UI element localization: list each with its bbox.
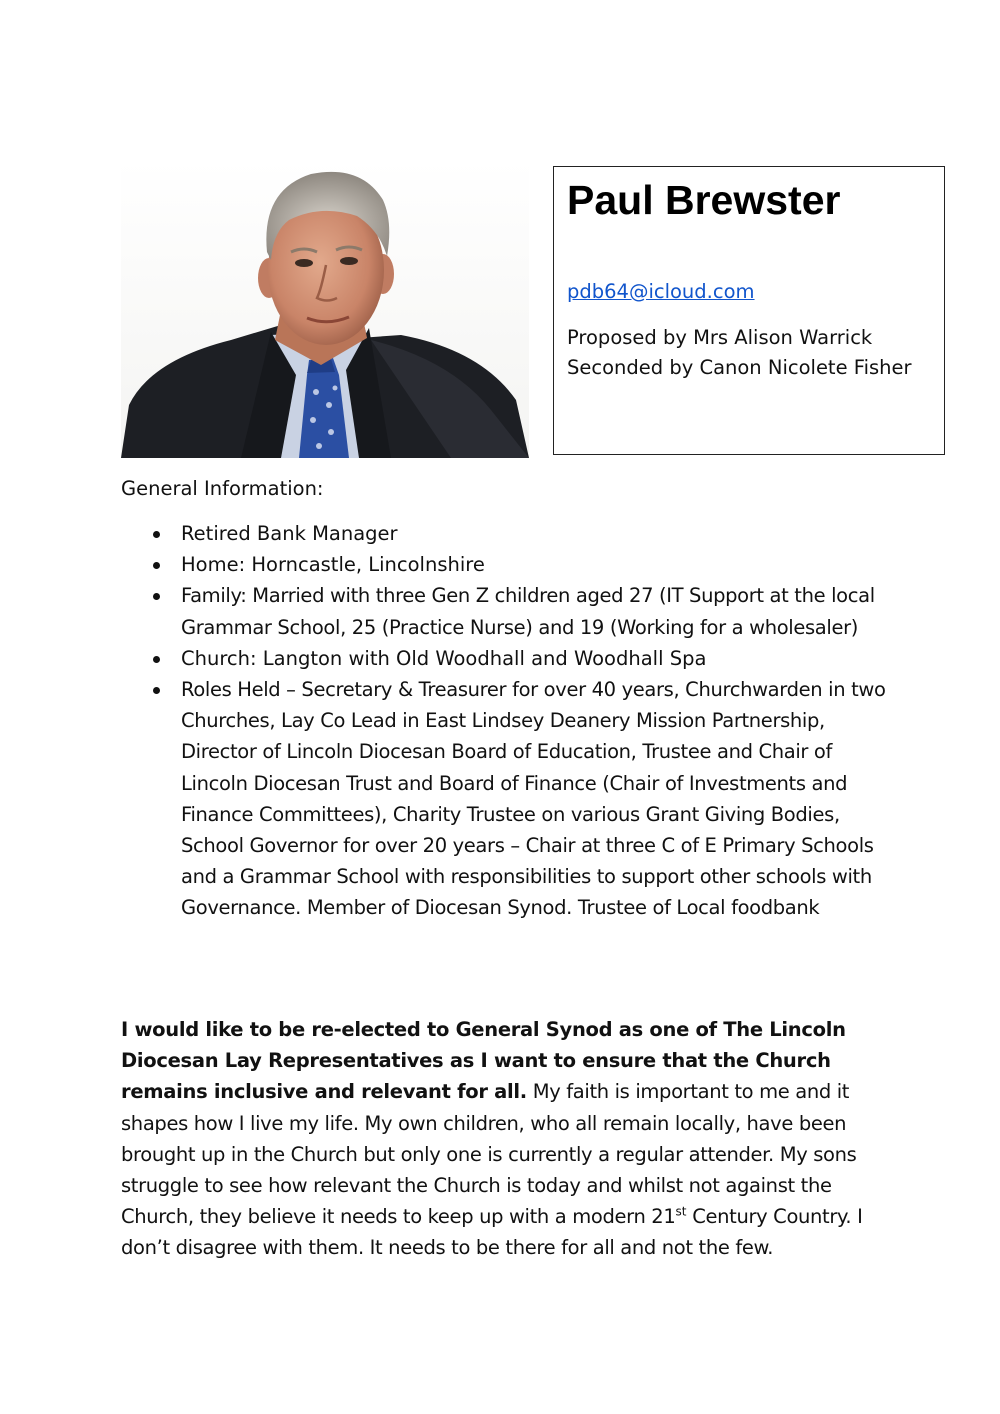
email-link[interactable]: pdb64@icloud.com xyxy=(567,280,755,303)
list-item: Roles Held – Secretary & Treasurer for over 40 years, Churchwarden in two Churches, Lay Co Lead in East Lindsey Deanery Mission Partnership, Director of Lincoln Diocesan Board of Education, Trustee and Chair of Lincoln Diocesan Trust and Board of Finance (Chair of Investments and Finance Committees), Charity Trustee on various Grant Giving Bodies, School Governor for over 20 years – Chair at three C of E Primary Schools and a Grammar School with responsibilities to support other schools with Governance. Member of Diocesan Synod. Trustee of Local foodbank xyxy=(121,674,891,924)
statement-body: My faith is important to me and it shapes how I live my life. My own children, who all remain locally, have been brought up in the Church but only one is currently a regular attender. My sons struggle to see how relevant the Church is today and whilst not against the Church, they believe it needs to keep up with a modern 21 xyxy=(121,1080,857,1229)
list-item: Home: Horncastle, Lincolnshire xyxy=(121,549,891,580)
candidate-name: Paul Brewster xyxy=(567,177,841,223)
proposed-by: Proposed by Mrs Alison Warrick xyxy=(567,326,873,349)
list-item: Church: Langton with Old Woodhall and Woodhall Spa xyxy=(121,643,891,674)
candidate-info-box xyxy=(553,166,945,455)
candidate-photo xyxy=(121,160,529,458)
list-item: Family: Married with three Gen Z children aged 27 (IT Support at the local Grammar School, 25 (Practice Nurse) and 19 (Working for a wholesaler) xyxy=(121,580,891,642)
seconded-by: Seconded by Canon Nicolete Fisher xyxy=(567,356,912,379)
list-item: Retired Bank Manager xyxy=(121,518,891,549)
general-information-list xyxy=(121,518,891,924)
candidate-statement xyxy=(121,1014,891,1264)
statement-body-end: Century Country. I don’t disagree with them. It needs to be there for all and not the few. xyxy=(121,1205,863,1260)
ordinal-suffix: st xyxy=(675,1204,687,1219)
statement-lead: I would like to be re-elected to General Synod as one of The Lincoln Diocesan Lay Representatives as I want to ensure that the Church remains inclusive and relevant for all. xyxy=(121,1018,846,1104)
general-information-heading: General Information: xyxy=(121,477,324,500)
